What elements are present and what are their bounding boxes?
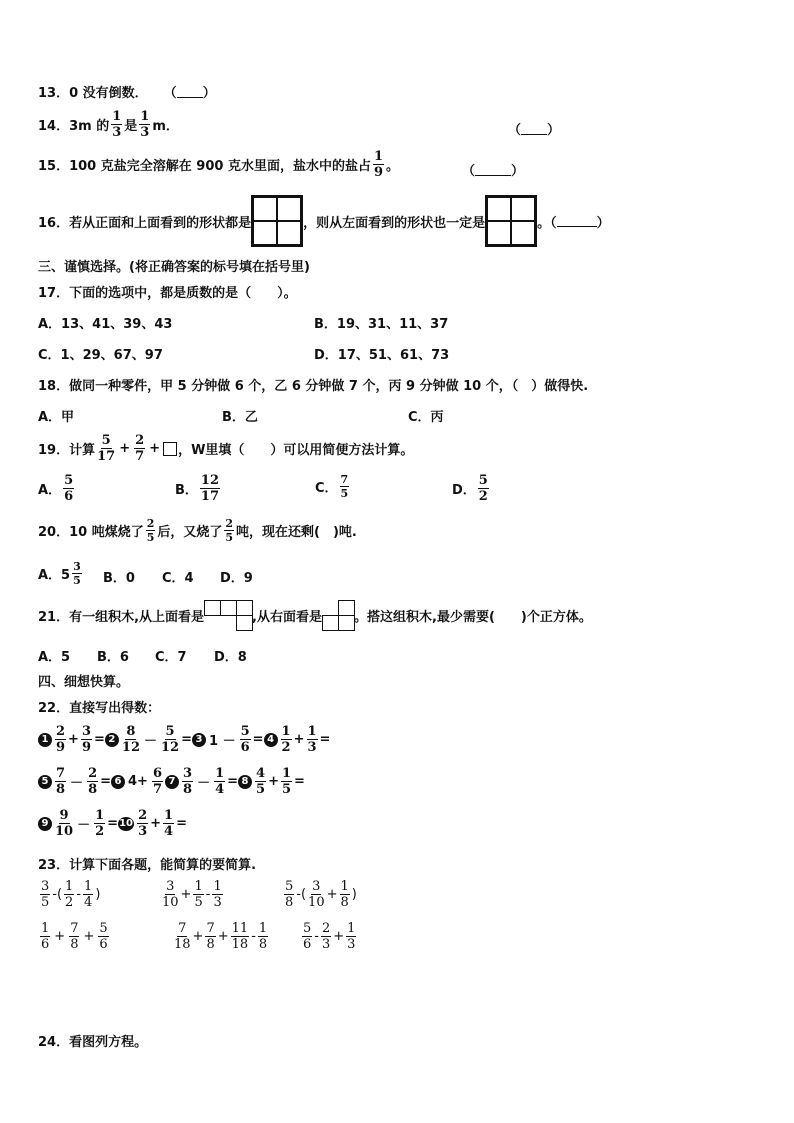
fraction: 1 9	[373, 149, 383, 180]
question-14: 14． 3m 的 1 3 是 1 3 m．	[38, 109, 179, 140]
answer-blank[interactable]	[177, 86, 203, 98]
question-22: 22． 直接写出得数：	[38, 701, 161, 716]
option-c[interactable]: C．4	[162, 571, 194, 586]
expression: 3 10 + $\frac{1}{5}$ - 1 3	[162, 879, 222, 910]
fraction: 1 3	[112, 109, 122, 140]
circled-number-4: 4	[264, 733, 278, 747]
option-b[interactable]: B．19、31、11、37	[314, 317, 449, 332]
question-16: 16． 若从正面和上面看到的形状都是 ，则从左面看到的形状也一定是 。（ ）	[38, 195, 610, 247]
circled-number-6: 6	[111, 775, 125, 789]
circled-number-9: 9	[38, 817, 52, 831]
fraction: 1 3	[140, 109, 150, 140]
option-b[interactable]: B． 12 17	[175, 473, 220, 504]
option-d[interactable]: D．9	[220, 571, 253, 586]
circled-number-8: 8	[238, 775, 252, 789]
option-d[interactable]: D． 5 2	[452, 473, 488, 504]
expression: 7 18 + $\frac{7}{8}$ + $\frac{11}{18}$ - 1 8	[174, 921, 268, 952]
option-a[interactable]: A．5	[38, 650, 71, 665]
expression: 5 8 -( 3 10 + $\frac{1}{8}$ )	[285, 879, 357, 910]
option-a[interactable]: A．5 3 5	[38, 560, 81, 587]
option-c[interactable]: C．7	[155, 650, 187, 665]
question-20: 20． 10 吨煤烧了 2 5 后，又烧了 2 5 吨，现在还剩( )吨.	[38, 517, 357, 544]
square-grid-figure	[251, 195, 303, 247]
right-view-figure	[322, 600, 354, 630]
option-b[interactable]: B．0	[103, 571, 135, 586]
expression: 5 6 - 2 3 + $\frac{1}{3}$	[303, 921, 356, 952]
question-17: 17． 下面的选项中，都是质数的是（ ）。	[38, 286, 297, 301]
option-a[interactable]: A．甲	[38, 410, 75, 425]
option-d[interactable]: D．8	[214, 650, 247, 665]
question-13: 13． 0 没有倒数． （ ）	[38, 86, 216, 101]
oral-calc-row: 1 2 9 + $\frac{3}{9}$ = 2 8 12 － $\frac{5}{12}$ = 3 1 － $\frac{5}{6}$ = 4 1 2 + $\frac{1}{3}$ =	[38, 725, 330, 754]
question-18: 18． 做同一种零件，甲 5 分钟做 6 个，乙 6 分钟做 7 个，丙 9 分钟做 10 个，（ ）做得快.	[38, 379, 589, 394]
option-c[interactable]: C．丙	[408, 410, 444, 425]
circled-number-7: 7	[165, 775, 179, 789]
expression: 1 6 + $\frac{7}{8}$ + $\frac{5}{6}$	[41, 921, 108, 952]
option-c[interactable]: C．1、29、67、97	[38, 348, 163, 363]
option-a[interactable]: A．13、41、39、43	[38, 317, 173, 332]
question-23: 23． 计算下面各题，能简算的要简算.	[38, 858, 257, 873]
oral-calc-row: 5 7 8 － $\frac{2}{8}$ = 6 4+ $\frac{6}{7}$ 7 3 8 － $\frac{1}{4}$ = 8 4 5 + $\frac{1}{5}$ =	[38, 767, 305, 796]
question-19: 19． 计算 5 17 + $\frac{2}{7}$ + ，W里填（ ）可以用简便方法计算。	[38, 433, 414, 464]
option-b[interactable]: B．6	[97, 650, 129, 665]
empty-box-icon	[163, 442, 177, 456]
answer-paren: （ ）	[508, 123, 561, 138]
option-d[interactable]: D．17、51、61、73	[314, 348, 450, 363]
section-heading: 四、细想快算。	[38, 675, 130, 690]
answer-blank[interactable]	[475, 164, 511, 176]
square-grid-figure	[485, 195, 537, 247]
answer-blank[interactable]	[521, 123, 547, 135]
option-a[interactable]: A． 5 6	[38, 473, 74, 504]
question-21: 21． 有一组积木,从上面看是 ,从右面看是 。搭这组积木,最少需要( )个正方体。	[38, 600, 592, 630]
top-view-figure	[204, 600, 252, 630]
question-15: 15． 100 克盐完全溶解在 900 克水里面，盐水中的盐占 1 9 。	[38, 149, 400, 180]
circled-number-1: 1	[38, 733, 52, 747]
option-c[interactable]: C． 7 5	[315, 473, 349, 500]
circled-number-5: 5	[38, 775, 52, 789]
option-b[interactable]: B．乙	[222, 410, 258, 425]
circled-number-10: 10	[119, 818, 134, 829]
answer-paren: （ ）	[462, 164, 525, 179]
circled-number-3: 3	[192, 733, 206, 747]
oral-calc-row: 9 9 10 － $\frac{1}{2}$ = 10 2 3 + $\frac{1}{4}$ =	[38, 809, 187, 838]
section-heading: 三、谨慎选择。(将正确答案的标号填在括号里)	[38, 260, 310, 275]
expression: 3 5 -( 1 2 - 1 4 )	[41, 879, 101, 910]
circled-number-2: 2	[105, 733, 119, 747]
question-24: 24． 看图列方程。	[38, 1035, 148, 1050]
answer-blank[interactable]	[557, 215, 597, 227]
